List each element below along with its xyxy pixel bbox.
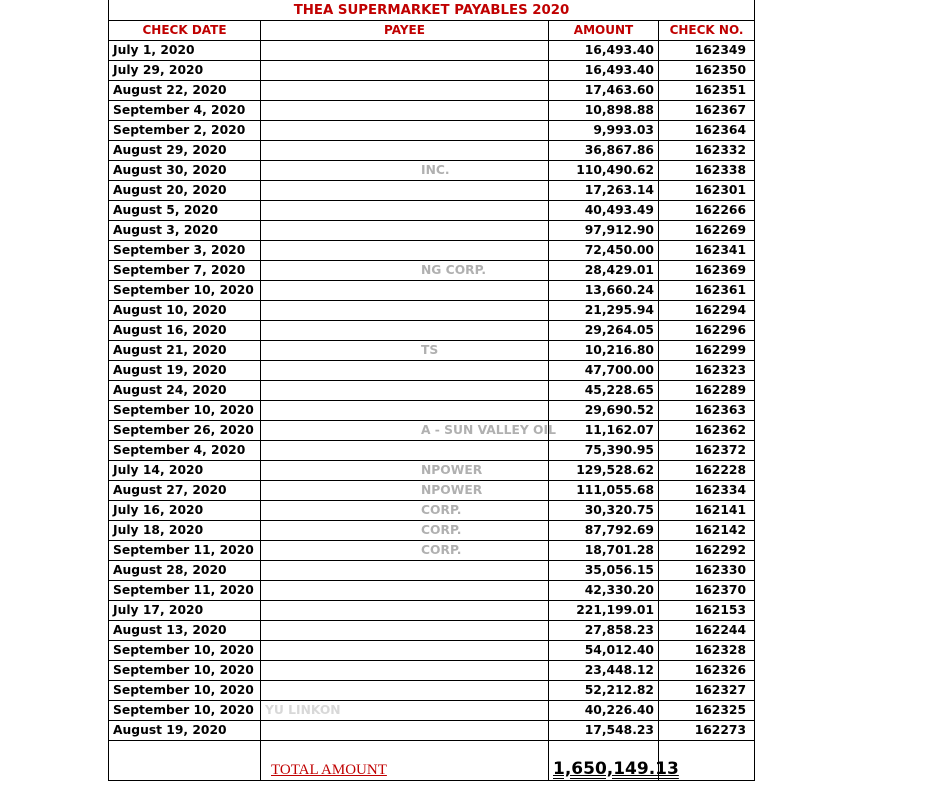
- check-date-cell: August 10, 2020: [109, 301, 261, 321]
- table-row: [109, 661, 755, 681]
- check-no-cell: 162330: [659, 561, 755, 581]
- check-date-cell: September 10, 2020: [109, 401, 261, 421]
- check-date-cell: September 4, 2020: [109, 441, 261, 461]
- check-no-cell: 162369: [659, 261, 755, 281]
- amount-cell: 10,216.80: [549, 341, 659, 361]
- check-no-cell: 162141: [659, 501, 755, 521]
- check-date-cell: August 5, 2020: [109, 201, 261, 221]
- payee-cell: CORP.: [261, 521, 549, 541]
- amount-cell: 11,162.07: [549, 421, 659, 441]
- amount-cell: 27,858.23: [549, 621, 659, 641]
- check-date-cell: August 16, 2020: [109, 321, 261, 341]
- table-row: [109, 341, 755, 361]
- check-no-cell: 162289: [659, 381, 755, 401]
- table-row: [109, 501, 755, 521]
- table-row: [109, 681, 755, 701]
- payee-cell: [261, 621, 549, 641]
- total-label-cell: [261, 741, 549, 781]
- check-date-cell: August 13, 2020: [109, 621, 261, 641]
- check-no-cell: 162153: [659, 601, 755, 621]
- check-date-cell: July 18, 2020: [109, 521, 261, 541]
- check-date-cell: September 7, 2020: [109, 261, 261, 281]
- check-date-cell: September 10, 2020: [109, 701, 261, 721]
- payee-cell: [261, 301, 549, 321]
- check-date-cell: August 29, 2020: [109, 141, 261, 161]
- table-row: [109, 361, 755, 381]
- payee-cell: [261, 601, 549, 621]
- amount-cell: 221,199.01: [549, 601, 659, 621]
- header-check-date: CHECK DATE: [109, 21, 261, 41]
- check-no-cell: 162323: [659, 361, 755, 381]
- payee-cell: [261, 721, 549, 741]
- payables-sheet: [108, 0, 754, 781]
- sheet-title: THEA SUPERMARKET PAYABLES 2020: [109, 0, 755, 21]
- check-no-cell: 162142: [659, 521, 755, 541]
- payee-cell: [261, 321, 549, 341]
- payables-table: [108, 0, 755, 781]
- check-date-cell: July 14, 2020: [109, 461, 261, 481]
- amount-cell: 17,463.60: [549, 81, 659, 101]
- check-no-cell: 162327: [659, 681, 755, 701]
- table-row: [109, 421, 755, 441]
- table-row: [109, 301, 755, 321]
- table-row: [109, 281, 755, 301]
- amount-cell: 40,493.49: [549, 201, 659, 221]
- amount-cell: 110,490.62: [549, 161, 659, 181]
- check-no-cell: 162292: [659, 541, 755, 561]
- check-date-cell: September 2, 2020: [109, 121, 261, 141]
- amount-cell: 29,690.52: [549, 401, 659, 421]
- payee-cell: NG CORP.: [261, 261, 549, 281]
- check-date-cell: July 1, 2020: [109, 41, 261, 61]
- check-no-cell: 162351: [659, 81, 755, 101]
- amount-cell: 42,330.20: [549, 581, 659, 601]
- amount-cell: 17,548.23: [549, 721, 659, 741]
- payee-cell: [261, 561, 549, 581]
- payee-cell: [261, 101, 549, 121]
- payee-cell: NPOWER: [261, 481, 549, 501]
- check-no-cell: 162338: [659, 161, 755, 181]
- check-date-cell: August 30, 2020: [109, 161, 261, 181]
- payee-cell: [261, 681, 549, 701]
- amount-cell: 16,493.40: [549, 61, 659, 81]
- payee-cell: [261, 121, 549, 141]
- table-row: [109, 141, 755, 161]
- payee-cell: [261, 181, 549, 201]
- check-no-cell: 162362: [659, 421, 755, 441]
- check-date-cell: July 16, 2020: [109, 501, 261, 521]
- header-check-no: CHECK NO.: [659, 21, 755, 41]
- check-no-cell: 162296: [659, 321, 755, 341]
- payee-cell: [261, 201, 549, 221]
- check-date-cell: September 3, 2020: [109, 241, 261, 261]
- table-row: [109, 601, 755, 621]
- payee-cell: [261, 381, 549, 401]
- table-row: [109, 461, 755, 481]
- payee-cell: [261, 61, 549, 81]
- table-row: [109, 621, 755, 641]
- check-no-cell: 162301: [659, 181, 755, 201]
- check-date-cell: July 17, 2020: [109, 601, 261, 621]
- check-no-cell: 162228: [659, 461, 755, 481]
- payee-cell: [261, 141, 549, 161]
- check-no-cell: 162361: [659, 281, 755, 301]
- check-date-cell: August 28, 2020: [109, 561, 261, 581]
- table-row: [109, 101, 755, 121]
- title-row: [109, 0, 755, 21]
- check-date-cell: September 11, 2020: [109, 581, 261, 601]
- header-row: [109, 21, 755, 41]
- check-date-cell: September 10, 2020: [109, 281, 261, 301]
- table-row: [109, 481, 755, 501]
- table-row: [109, 121, 755, 141]
- payee-cell: [261, 221, 549, 241]
- amount-cell: 9,993.03: [549, 121, 659, 141]
- check-no-cell: 162299: [659, 341, 755, 361]
- check-date-cell: September 4, 2020: [109, 101, 261, 121]
- amount-cell: 97,912.90: [549, 221, 659, 241]
- amount-cell: 17,263.14: [549, 181, 659, 201]
- table-row: [109, 521, 755, 541]
- payee-cell: CORP.: [261, 501, 549, 521]
- payee-cell: [261, 441, 549, 461]
- check-no-cell: 162349: [659, 41, 755, 61]
- check-no-cell: 162273: [659, 721, 755, 741]
- check-date-cell: August 24, 2020: [109, 381, 261, 401]
- amount-cell: 111,055.68: [549, 481, 659, 501]
- table-row: [109, 641, 755, 661]
- check-date-cell: August 21, 2020: [109, 341, 261, 361]
- amount-cell: 13,660.24: [549, 281, 659, 301]
- header-amount: AMOUNT: [549, 21, 659, 41]
- amount-cell: 16,493.40: [549, 41, 659, 61]
- check-date-cell: September 10, 2020: [109, 641, 261, 661]
- amount-cell: 45,228.65: [549, 381, 659, 401]
- check-date-cell: September 10, 2020: [109, 661, 261, 681]
- table-row: [109, 61, 755, 81]
- check-date-cell: August 27, 2020: [109, 481, 261, 501]
- amount-cell: 36,867.86: [549, 141, 659, 161]
- check-no-cell: 162334: [659, 481, 755, 501]
- amount-cell: 54,012.40: [549, 641, 659, 661]
- check-no-cell: 162332: [659, 141, 755, 161]
- check-date-cell: September 26, 2020: [109, 421, 261, 441]
- check-no-cell: 162244: [659, 621, 755, 641]
- check-no-cell: 162325: [659, 701, 755, 721]
- table-row: [109, 721, 755, 741]
- check-no-cell: 162370: [659, 581, 755, 601]
- amount-cell: 72,450.00: [549, 241, 659, 261]
- payee-cell: [261, 41, 549, 61]
- table-row: [109, 541, 755, 561]
- payee-cell: [261, 241, 549, 261]
- payee-cell: [261, 581, 549, 601]
- table-row: [109, 581, 755, 601]
- check-date-cell: September 10, 2020: [109, 681, 261, 701]
- payables-rows: [109, 41, 755, 741]
- table-row: [109, 561, 755, 581]
- check-date-cell: September 11, 2020: [109, 541, 261, 561]
- check-no-cell: 162326: [659, 661, 755, 681]
- table-row: [109, 701, 755, 721]
- table-row: [109, 201, 755, 221]
- table-row: [109, 181, 755, 201]
- table-row: [109, 321, 755, 341]
- header-payee: PAYEE: [261, 21, 549, 41]
- payee-cell: TS: [261, 341, 549, 361]
- check-no-cell: 162294: [659, 301, 755, 321]
- amount-cell: 23,448.12: [549, 661, 659, 681]
- payee-cell: [261, 361, 549, 381]
- total-date-cell: [109, 741, 261, 781]
- check-date-cell: July 29, 2020: [109, 61, 261, 81]
- table-row: [109, 221, 755, 241]
- amount-cell: 52,212.82: [549, 681, 659, 701]
- table-row: [109, 241, 755, 261]
- table-row: [109, 381, 755, 401]
- amount-cell: 30,320.75: [549, 501, 659, 521]
- amount-cell: 75,390.95: [549, 441, 659, 461]
- check-no-cell: 162350: [659, 61, 755, 81]
- amount-cell: 40,226.40: [549, 701, 659, 721]
- payee-cell: YU LINKON: [261, 701, 549, 721]
- table-row: [109, 401, 755, 421]
- amount-cell: 18,701.28: [549, 541, 659, 561]
- total-row: [109, 741, 755, 781]
- table-row: [109, 261, 755, 281]
- check-no-cell: 162372: [659, 441, 755, 461]
- payee-cell: [261, 641, 549, 661]
- check-date-cell: August 19, 2020: [109, 721, 261, 741]
- table-row: [109, 441, 755, 461]
- payee-cell: INC.: [261, 161, 549, 181]
- table-row: [109, 41, 755, 61]
- amount-cell: 29,264.05: [549, 321, 659, 341]
- total-label: TOTAL AMOUNT: [271, 762, 387, 778]
- check-no-cell: 162367: [659, 101, 755, 121]
- amount-cell: 28,429.01: [549, 261, 659, 281]
- table-row: [109, 161, 755, 181]
- payee-cell: NPOWER: [261, 461, 549, 481]
- check-date-cell: August 22, 2020: [109, 81, 261, 101]
- check-no-cell: 162266: [659, 201, 755, 221]
- total-amount: 1,650,149.13: [549, 741, 659, 781]
- amount-cell: 47,700.00: [549, 361, 659, 381]
- check-no-cell: 162364: [659, 121, 755, 141]
- payee-cell: [261, 661, 549, 681]
- check-no-cell: 162269: [659, 221, 755, 241]
- check-date-cell: August 3, 2020: [109, 221, 261, 241]
- amount-cell: 129,528.62: [549, 461, 659, 481]
- payee-cell: [261, 401, 549, 421]
- amount-cell: 35,056.15: [549, 561, 659, 581]
- table-row: [109, 81, 755, 101]
- amount-cell: 21,295.94: [549, 301, 659, 321]
- payee-cell: A - SUN VALLEY OIL: [261, 421, 549, 441]
- check-date-cell: August 19, 2020: [109, 361, 261, 381]
- check-no-cell: 162341: [659, 241, 755, 261]
- amount-cell: 87,792.69: [549, 521, 659, 541]
- payee-cell: CORP.: [261, 541, 549, 561]
- check-no-cell: 162363: [659, 401, 755, 421]
- payee-cell: [261, 81, 549, 101]
- check-date-cell: August 20, 2020: [109, 181, 261, 201]
- amount-cell: 10,898.88: [549, 101, 659, 121]
- payee-cell: [261, 281, 549, 301]
- check-no-cell: 162328: [659, 641, 755, 661]
